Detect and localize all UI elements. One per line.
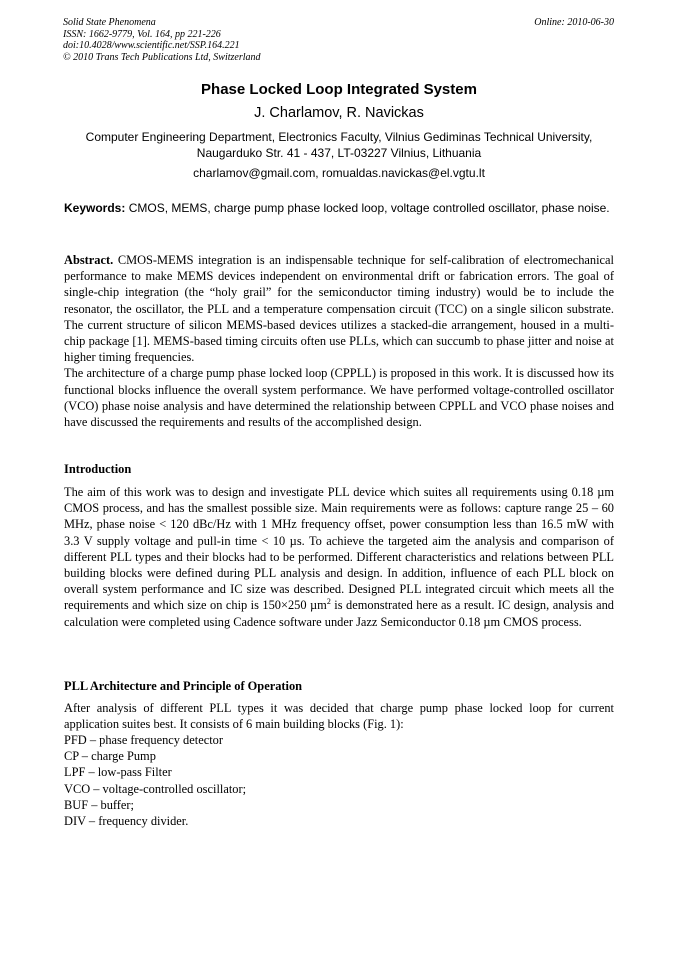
introduction-heading: Introduction bbox=[64, 462, 132, 476]
journal-name: Solid State Phenomena bbox=[63, 17, 156, 28]
list-item: VCO – voltage-controlled oscillator; bbox=[64, 781, 247, 796]
list-item: PFD – phase frequency detector bbox=[64, 733, 223, 747]
journal-doi[interactable]: doi:10.4028/www.scientific.net/SSP.164.221 bbox=[63, 40, 240, 51]
affiliation-line-1: Computer Engineering Department, Electronics Faculty, Vilnius Gediminas Technical University, bbox=[85, 130, 593, 144]
abstract-paragraph-2: The architecture of a charge pump phase locked loop (CPPLL) is proposed in this work. It is discussed how its functional blocks influence the overall system performance. We have performed voltage-controlled oscillator (VCO) phase noise analysis and have determined the relationship between CPPLL and VCO phase noises and have discussed the requirements and results of the accomplished design. bbox=[64, 366, 614, 430]
introduction-text-main: The aim of this work was to design and investigate PLL device which suites all requirements using 0.18 µm CMOS process, and has the smallest possible size. Main requirements were as follows: capture range 25 – 60 MHz, phase noise < 120 dBc/Hz with 1 MHz frequency offset, power consumption less than 16.5 mW with 3.3 V supply voltage and pull-in time < 10 µs. To achieve the targeted aim the analysis and comparison of different PLL types and their blocks had to be performed. Different characteristics and relations between PLL building blocks were defined during PLL analysis and design. In addition, influence of each PLL block on overall system performance and IC size was described. Designed PLL integrated circuit which meets all the requirements and which size on chip is 150×250 µm bbox=[64, 485, 614, 613]
introduction-paragraph bbox=[64, 484, 614, 630]
area-superscript: 2 bbox=[326, 597, 331, 607]
introduction-text-end: is demonstrated here as a result. IC design, analysis and calculation were completed using Cadence software under Jazz Semiconductor 0.18 µm CMOS process. bbox=[64, 598, 614, 629]
list-item: LPF – low-pass Filter bbox=[64, 765, 172, 780]
building-blocks-list bbox=[64, 732, 246, 829]
abstract-paragraph-1 bbox=[64, 252, 614, 365]
list-item: DIV – frequency divider. bbox=[64, 814, 189, 829]
pll-architecture-paragraph: After analysis of different PLL types it was decided that charge pump phase locked loop for current application suites best. It consists of 6 main building blocks (Fig. 1): bbox=[64, 701, 614, 732]
keywords-block bbox=[64, 201, 614, 217]
pll-architecture-heading: PLL Architecture and Principle of Operation bbox=[64, 679, 303, 693]
keywords-text: CMOS, MEMS, charge pump phase locked loop, voltage controlled oscillator, phase noise. bbox=[128, 201, 610, 215]
list-item: CP – charge Pump bbox=[64, 749, 156, 764]
journal-issn: ISSN: 1662-9779, Vol. 164, pp 221-226 bbox=[63, 28, 221, 40]
paper-title: Phase Locked Loop Integrated System bbox=[201, 81, 477, 98]
journal-copyright: © 2010 Trans Tech Publications Ltd, Switzerland bbox=[63, 51, 261, 63]
abstract-block bbox=[64, 252, 614, 430]
author-emails[interactable]: charlamov@gmail.com, romualdas.navickas@el.vgtu.lt bbox=[193, 166, 485, 180]
paper-authors: J. Charlamov, R. Navickas bbox=[254, 105, 424, 121]
list-item: BUF – buffer; bbox=[64, 797, 134, 812]
keywords-label: Keywords: bbox=[64, 201, 126, 215]
journal-header bbox=[63, 17, 261, 63]
affiliation bbox=[60, 130, 618, 161]
affiliation-line-2: Naugarduko Str. 41 - 437, LT-03227 Vilnius, Lithuania bbox=[196, 145, 482, 160]
online-date: Online: 2010-06-30 bbox=[534, 17, 614, 28]
introduction-text bbox=[64, 484, 614, 630]
abstract-label: Abstract. bbox=[64, 253, 114, 267]
abstract-text-1: CMOS-MEMS integration is an indispensable technique for self-calibration of electromechanical performance to make MEMS devices independent on environmental drift or fabrication errors. The goal of single-chip integration (the “holy grail” for the semiconductor timing industry) would be to include the resonator, the oscillator, the PLL and a temperature compensation circuit (TCC) on a single silicon substrate. The current structure of silicon MEMS-based devices utilizes a stacked-die arrangement, housed in a multi-chip package [1]. MEMS-based timing circuits often use PLLs, which can succumb to phase jitter and noise at higher timing frequencies. bbox=[64, 253, 614, 365]
